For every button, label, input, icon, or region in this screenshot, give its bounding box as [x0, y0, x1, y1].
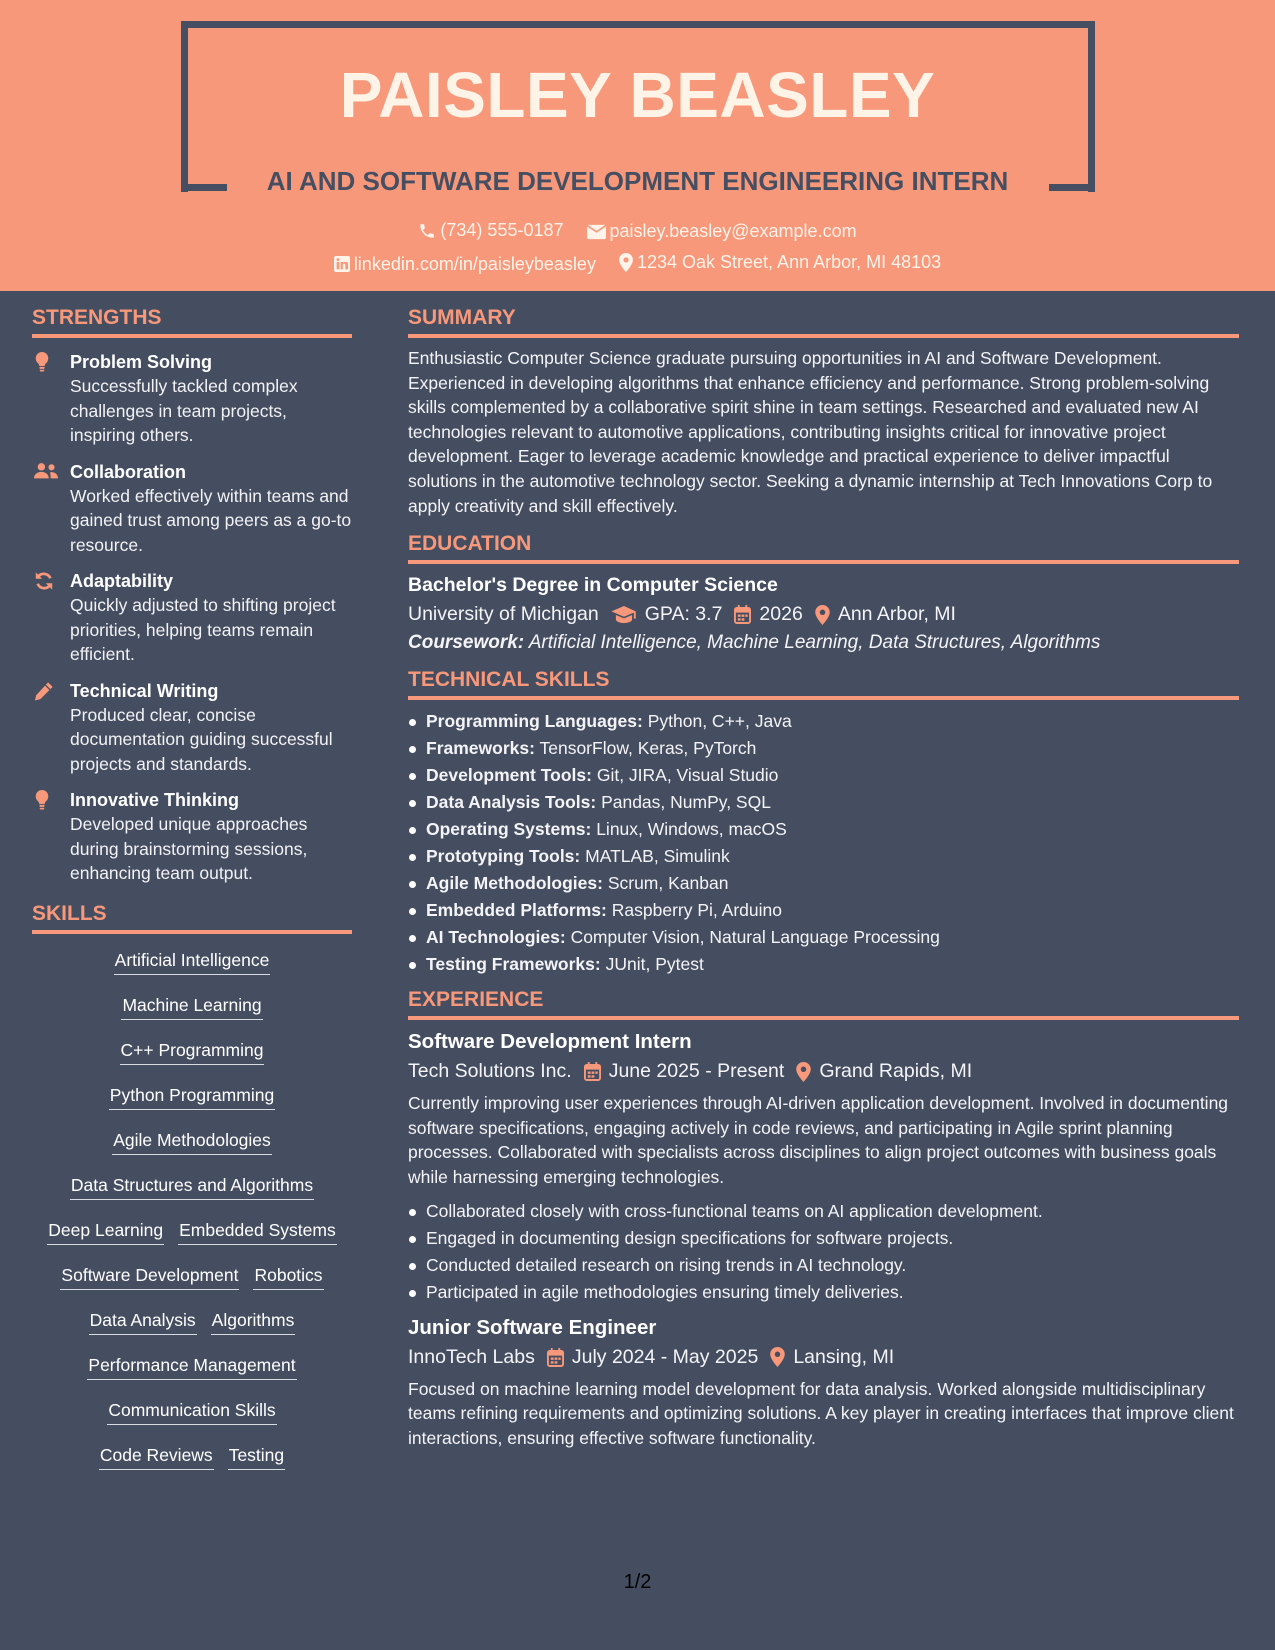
left-column: [32, 291, 352, 1490]
technical-skill-value: Pandas, NumPy, SQL: [601, 792, 771, 813]
coursework-line: [408, 632, 1239, 654]
strength-description: Produced clear, concise documentation guiding successful projects and standards.: [70, 704, 333, 774]
users-icon: [32, 460, 70, 558]
technical-skill-item: [408, 708, 1239, 735]
map-pin-icon: [796, 1062, 811, 1082]
experience-description: Focused on machine learning model development for data analysis. Worked alongside multidisciplinary teams refining requirements and optimizing solutions. A key player in creating interfaces that improve client interactions, ensuring effective software functionality.: [408, 1378, 1234, 1448]
experience-heading: EXPERIENCE: [408, 988, 1239, 1020]
skill-row: [32, 1040, 352, 1085]
skill-tag: Robotics: [253, 1265, 323, 1290]
technical-skill-label: Prototyping Tools:: [426, 846, 581, 867]
technical-skill-item: [408, 924, 1239, 951]
calendar-icon: [734, 605, 751, 624]
envelope-icon: [587, 224, 606, 240]
experience-title: Junior Software Engineer: [408, 1315, 657, 1339]
technical-skill-label: Frameworks:: [426, 738, 535, 759]
skill-tag: Data Structures and Algorithms: [70, 1175, 314, 1200]
technical-skill-label: Operating Systems:: [426, 819, 592, 840]
experience-entry: [408, 1316, 1239, 1451]
skills-list: [32, 950, 352, 1490]
summary-text: Enthusiastic Computer Science graduate pursuing opportunities in AI and Software Development. Experienced in developing algorithms that enhance efficiency and performance. Strong problem-solving skills complemented by a collaborative spirit shine in team settings. Researched and evaluated new AI technologies relevant to automotive applications, contributing insights critical for innovative project development. Eager to leverage academic knowledge and practical experience to deliver impactful solutions in the automotive technology sector. Seeking a dynamic internship at Tech Innovations Corp to apply creativity and skill effectively.: [408, 348, 1213, 516]
pencil-icon: [32, 679, 70, 777]
strength-item: [32, 350, 352, 448]
strength-title: Technical Writing: [70, 680, 219, 701]
strength-item: [32, 569, 352, 667]
technical-skill-value: Computer Vision, Natural Language Processing: [570, 927, 940, 948]
strength-description: Quickly adjusted to shifting project priorities, helping teams remain efficient.: [70, 595, 336, 664]
phone-contact[interactable]: [418, 220, 563, 241]
summary-heading: SUMMARY: [408, 306, 1239, 338]
technical-skill-label: Programming Languages:: [426, 711, 643, 732]
skill-tag: Artificial Intelligence: [114, 950, 271, 975]
technical-skills-heading: TECHNICAL SKILLS: [408, 668, 1239, 700]
experience-bullet: Participated in agile methodologies ensuring timely deliveries.: [408, 1279, 1239, 1306]
strength-title: Adaptability: [70, 571, 174, 591]
education-school: University of Michigan: [408, 603, 599, 626]
skill-tag: Data Analysis: [89, 1310, 197, 1335]
technical-skill-label: Embedded Platforms:: [426, 900, 607, 921]
strengths-heading: STRENGTHS: [32, 306, 352, 338]
map-pin-icon: [815, 605, 830, 625]
technical-skill-label: Testing Frameworks:: [426, 954, 601, 975]
skill-tag: Communication Skills: [107, 1400, 276, 1425]
strength-item: [32, 788, 352, 886]
technical-skill-item: [408, 870, 1239, 897]
skill-tag: Python Programming: [109, 1085, 275, 1110]
education-meta: [408, 603, 1239, 626]
experience-location: Grand Rapids, MI: [819, 1060, 973, 1083]
experience-bullet: Engaged in documenting design specifications for software projects.: [408, 1225, 1239, 1252]
technical-skill-value: Linux, Windows, macOS: [596, 819, 787, 840]
strengths-list: [32, 350, 352, 886]
skill-tag: Algorithms: [211, 1310, 296, 1335]
strength-text: [70, 460, 352, 558]
technical-skills-list: [408, 708, 1239, 978]
skill-tag: Machine Learning: [121, 995, 262, 1020]
graduation-cap-icon: [611, 606, 637, 624]
experience-entry: [408, 1030, 1239, 1305]
education-location: Ann Arbor, MI: [837, 603, 956, 626]
skill-row: [32, 1445, 352, 1490]
phone-text: (734) 555-0187: [440, 220, 564, 240]
skill-row: [32, 1220, 352, 1265]
skill-row: [32, 1400, 352, 1445]
experience-bullet: Conducted detailed research on rising trends in AI technology.: [408, 1252, 1239, 1279]
experience-location: Lansing, MI: [793, 1345, 895, 1368]
experience-dates: June 2025 - Present: [608, 1060, 785, 1083]
candidate-name: PAISLEY BEASLEY: [339, 59, 936, 131]
experience-meta: [408, 1346, 1239, 1369]
email-text: paisley.beasley@example.com: [609, 221, 857, 241]
strength-text: [70, 788, 352, 886]
phone-icon: [418, 222, 436, 240]
experience-bullet: Collaborated closely with cross-functional teams on AI application development.: [408, 1198, 1239, 1225]
experience-title: Software Development Intern: [408, 1030, 692, 1054]
right-column: [408, 291, 1239, 1450]
page-number: 1/2: [623, 1571, 652, 1593]
lightbulb-icon: [32, 788, 70, 886]
strength-description: Successfully tackled complex challenges in team projects, inspiring others.: [70, 376, 298, 445]
strength-title: Innovative Thinking: [70, 790, 240, 810]
address-text: 1234 Oak Street, Ann Arbor, MI 48103: [636, 252, 942, 272]
technical-skill-value: Scrum, Kanban: [607, 873, 729, 894]
skills-heading: SKILLS: [32, 902, 352, 934]
skill-tag: Agile Methodologies: [112, 1130, 272, 1155]
experience-description: Currently improving user experiences through AI-driven application development. Involved in documenting software specifications, engaging actively in code reviews, and participating in Agile sprint planning processes. Collaborated with specialists across disciplines to align project outcomes with business goals while harnessing emerging technologies.: [408, 1093, 1229, 1187]
linkedin-text: linkedin.com/in/paisleybeasley: [353, 253, 596, 274]
job-title-heading: AI AND SOFTWARE DEVELOPMENT ENGINEERING INTERN: [266, 166, 1009, 196]
skill-row: [32, 950, 352, 995]
skill-row: [32, 1265, 352, 1310]
technical-skill-item: [408, 762, 1239, 789]
linkedin-icon: [334, 256, 350, 272]
coursework-list: Artificial Intelligence, Machine Learning, Data Structures, Algorithms: [528, 632, 1101, 654]
skill-row: [32, 1310, 352, 1355]
skill-tag: Performance Management: [87, 1355, 296, 1380]
skill-row: [32, 1355, 352, 1400]
technical-skill-item: [408, 789, 1239, 816]
skill-tag: Software Development: [60, 1265, 239, 1290]
skill-tag: C++ Programming: [120, 1040, 265, 1065]
strength-title: Collaboration: [70, 461, 186, 482]
header-banner: [0, 0, 1275, 291]
strength-text: [70, 350, 352, 448]
strength-title: Problem Solving: [70, 352, 213, 372]
technical-skill-label: AI Technologies:: [426, 927, 566, 948]
skill-tag: Code Reviews: [99, 1445, 214, 1470]
technical-skill-item: [408, 951, 1239, 978]
contact-row-1: [0, 220, 1275, 245]
education-heading: EDUCATION: [408, 532, 1239, 564]
strength-description: Developed unique approaches during brainstorming sessions, enhancing team output.: [70, 814, 308, 883]
skill-tag: Embedded Systems: [178, 1220, 337, 1245]
calendar-icon: [547, 1348, 564, 1367]
technical-skill-value: JUnit, Pytest: [605, 954, 704, 975]
skill-row: [32, 1085, 352, 1130]
education-year: 2026: [759, 603, 803, 626]
technical-skill-label: Development Tools:: [426, 765, 592, 786]
email-contact[interactable]: [587, 221, 857, 242]
technical-skill-value: MATLAB, Simulink: [585, 846, 730, 867]
lightbulb-icon: [32, 350, 70, 448]
skill-row: [32, 995, 352, 1040]
technical-skill-item: [408, 816, 1239, 843]
technical-skill-item: [408, 735, 1239, 762]
skill-row: [32, 1130, 352, 1175]
education-gpa: GPA: 3.7: [644, 603, 723, 626]
strength-description: Worked effectively within teams and gained trust among peers as a go-to resource.: [70, 485, 352, 555]
technical-skill-label: Agile Methodologies:: [426, 873, 603, 894]
experience-bullets: [408, 1198, 1239, 1306]
technical-skill-item: [408, 843, 1239, 870]
coursework-label: Coursework:: [408, 632, 525, 654]
experience-meta: [408, 1060, 1239, 1083]
address-contact: [619, 252, 941, 273]
calendar-icon: [584, 1062, 601, 1081]
technical-skill-label: Data Analysis Tools:: [426, 792, 597, 813]
technical-skill-value: Git, JIRA, Visual Studio: [596, 765, 779, 786]
experience-list: [408, 1030, 1239, 1450]
experience-company: InnoTech Labs: [408, 1345, 535, 1368]
sync-icon: [32, 569, 70, 667]
strength-text: [70, 679, 352, 777]
skill-tag: Testing: [228, 1445, 285, 1470]
technical-skill-value: TensorFlow, Keras, PyTorch: [539, 738, 757, 759]
map-pin-icon: [619, 253, 633, 272]
strength-text: [70, 569, 352, 667]
strength-item: [32, 460, 352, 558]
skill-tag: Deep Learning: [47, 1220, 164, 1245]
experience-dates: July 2024 - May 2025: [571, 1345, 759, 1368]
linkedin-contact[interactable]: [334, 254, 596, 275]
technical-skill-value: Raspberry Pi, Arduino: [611, 900, 782, 921]
strength-item: [32, 679, 352, 777]
technical-skill-item: [408, 897, 1239, 924]
skill-row: [32, 1175, 352, 1220]
experience-company: Tech Solutions Inc.: [408, 1060, 572, 1083]
contact-row-2: [0, 252, 1275, 277]
education-degree: Bachelor's Degree in Computer Science: [408, 574, 778, 597]
technical-skill-value: Python, C++, Java: [647, 711, 792, 732]
map-pin-icon: [770, 1347, 785, 1367]
